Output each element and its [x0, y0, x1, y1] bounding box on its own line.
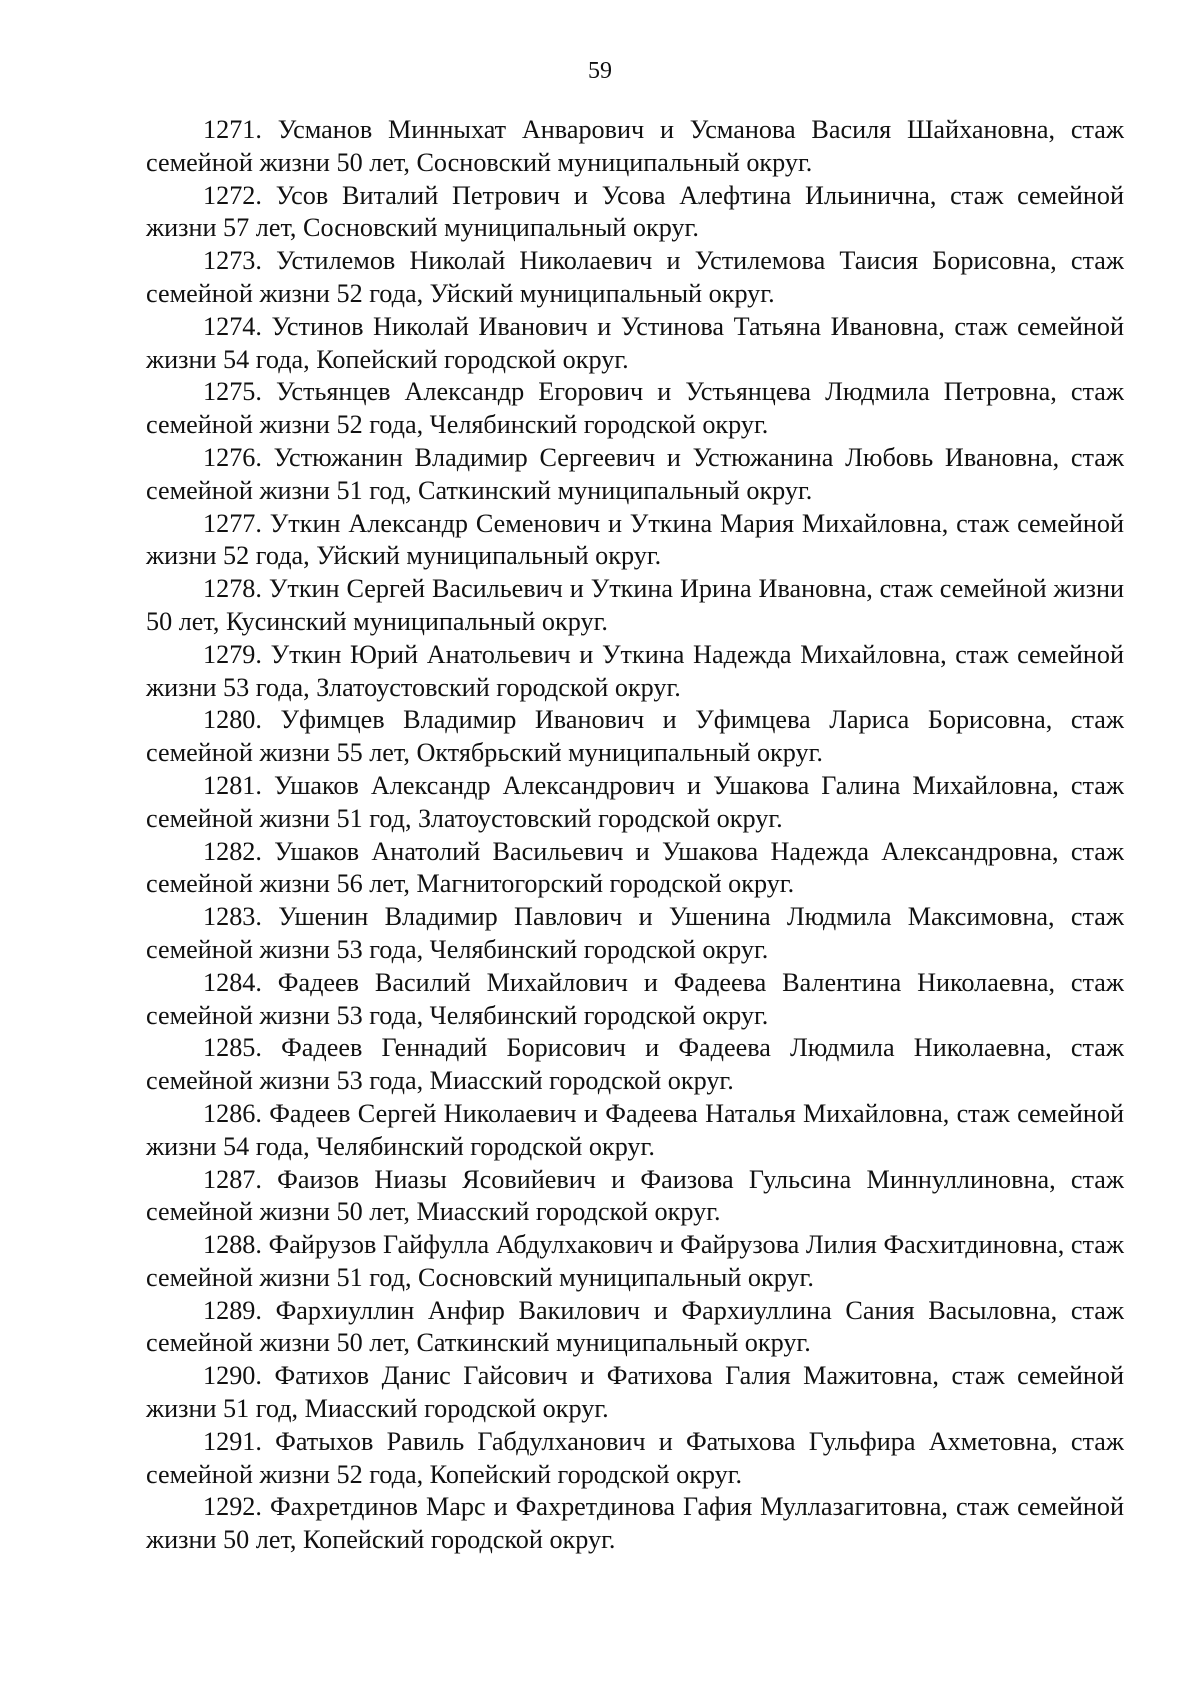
list-item: 1274. Устинов Николай Иванович и Устинова Татьяна Ивановна, стаж семейной жизни 54 года, Копейский городской округ.: [146, 311, 1124, 374]
list-item: 1280. Уфимцев Владимир Иванович и Уфимцева Лариса Борисовна, стаж семейной жизни 55 лет, Октябрьский муниципальный округ.: [146, 705, 1124, 768]
list-item: 1272. Усов Виталий Петрович и Усова Алефтина Ильинична, стаж семейной жизни 57 лет, Сосновский муниципальный округ.: [146, 180, 1124, 243]
list-item: 1275. Устьянцев Александр Егорович и Устьянцева Людмила Петровна, стаж семейной жизни 52 года, Челябинский городской округ.: [146, 377, 1124, 440]
list-item: 1288. Файрузов Гайфулла Абдулхакович и Файрузова Лилия Фасхитдиновна, стаж семейной жизни 51 год, Сосновский муниципальный округ.: [146, 1230, 1124, 1292]
list-item: 1281. Ушаков Александр Александрович и Ушакова Галина Михайловна, стаж семейной жизни 51 год, Златоустовский городской округ.: [146, 770, 1124, 833]
list-item: 1277. Уткин Александр Семенович и Уткина Мария Михайловна, стаж семейной жизни 52 года, Уйский муниципальный округ.: [146, 508, 1124, 571]
list-item: 1276. Устюжанин Владимир Сергеевич и Устюжанина Любовь Ивановна, стаж семейной жизни 51 год, Саткинский муниципальный округ.: [146, 442, 1124, 505]
list-item: 1271. Усманов Минныхат Анварович и Усманова Василя Шайхановна, стаж семейной жизни 50 лет, Сосновский муниципальный округ.: [146, 115, 1124, 177]
list-item: 1289. Фархиуллин Анфир Вакилович и Фархиуллина Сания Васыловна, стаж семейной жизни 50 лет, Саткинский муниципальный округ.: [146, 1295, 1124, 1358]
list-item: 1290. Фатихов Данис Гайсович и Фатихова Галия Мажитовна, стаж семейной жизни 51 год, Миасский городской округ.: [146, 1361, 1124, 1424]
list-item: 1283. Ушенин Владимир Павлович и Ушенина Людмила Максимовна, стаж семейной жизни 53 года, Челябинский городской округ.: [146, 902, 1124, 964]
page-number: 59: [588, 58, 612, 84]
list-item: 1282. Ушаков Анатолий Васильевич и Ушакова Надежда Александровна, стаж семейной жизни 56 лет, Магнитогорский городской округ.: [146, 836, 1124, 899]
list-item: 1292. Фахретдинов Марс и Фахретдинова Гафия Муллазагитовна, стаж семейной жизни 50 лет, Копейский городской округ.: [146, 1492, 1124, 1555]
list-item: 1285. Фадеев Геннадий Борисович и Фадеева Людмила Николаевна, стаж семейной жизни 53 года, Миасский городской округ.: [146, 1033, 1124, 1096]
list-item: 1286. Фадеев Сергей Николаевич и Фадеева Наталья Михайловна, стаж семейной жизни 54 года, Челябинский городской округ.: [146, 1098, 1124, 1161]
list-item: 1273. Устилемов Николай Николаевич и Устилемова Таисия Борисовна, стаж семейной жизни 52 года, Уйский муниципальный округ.: [146, 246, 1124, 308]
list-item: 1279. Уткин Юрий Анатольевич и Уткина Надежда Михайловна, стаж семейной жизни 53 года, Златоустовский городской округ.: [146, 639, 1124, 702]
list-item: 1278. Уткин Сергей Васильевич и Уткина Ирина Ивановна, стаж семейной жизни 50 лет, Кусинский муниципальный округ.: [146, 574, 1124, 636]
list-item: 1287. Фаизов Ниазы Ясовийевич и Фаизова Гульсина Миннуллиновна, стаж семейной жизни 50 лет, Миасский городской округ.: [146, 1164, 1124, 1227]
list-item: 1284. Фадеев Василий Михайлович и Фадеева Валентина Николаевна, стаж семейной жизни 53 года, Челябинский городской округ.: [146, 967, 1124, 1030]
list-item: 1291. Фатыхов Равиль Габдулханович и Фатыхова Гульфира Ахметовна, стаж семейной жизни 52 года, Копейский городской округ.: [146, 1426, 1124, 1489]
award-list: [146, 114, 1124, 1557]
